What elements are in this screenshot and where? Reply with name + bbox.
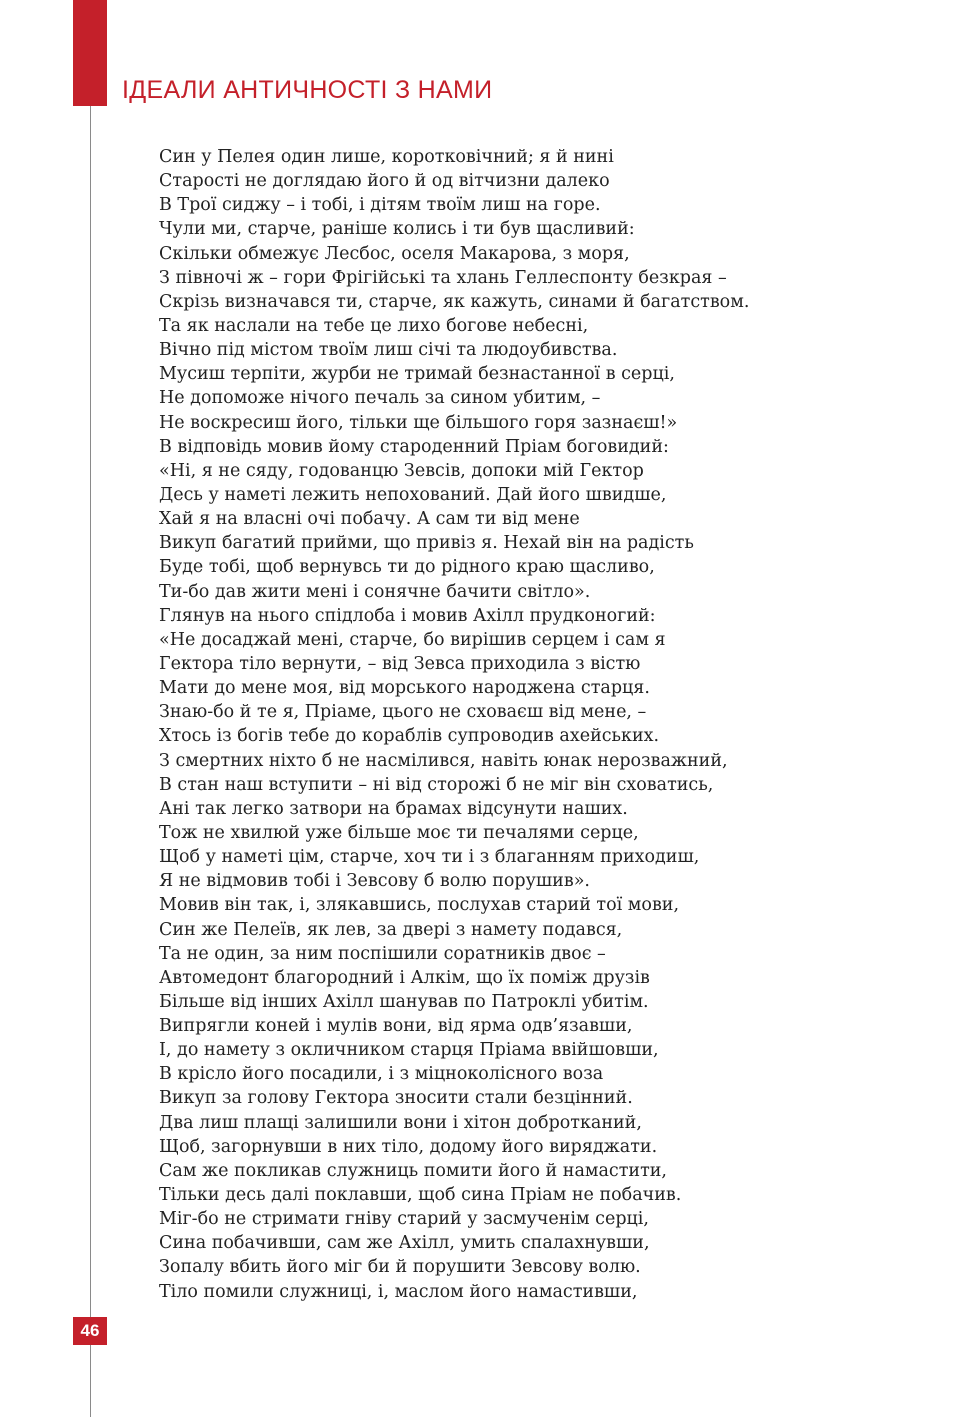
poem-line: Не воскресиш його, тільки ще більшого горя зазнаєш!» — [159, 412, 678, 433]
poem-line: Хтось із богів тебе до кораблів супроводив ахейських. — [159, 726, 660, 747]
poem-line: Чули ми, старче, раніше колись і ти був щасливий: — [159, 219, 635, 240]
poem-line: «Ні, я не сяду, годованцю Зевсів, допоки мій Гектор — [159, 460, 644, 481]
poem-line: Ані так легко затвори на брамах відсунути наших. — [159, 798, 628, 819]
poem-line: Мати до мене моя, від морського народжена старця. — [159, 678, 650, 699]
poem-line: Щоб, загорнувши в них тіло, додому його виряджати. — [159, 1136, 658, 1157]
poem-line: Викуп за голову Гектора зносити стали безцінний. — [159, 1088, 633, 1109]
poem-line: В відповідь мовив йому староденний Пріам боговидий: — [159, 436, 669, 457]
poem-line: Міг-бо не стримати гніву старий у засмученім серці, — [159, 1209, 649, 1230]
poem-line: Більше від інших Ахілл шанував по Патроклі убитім. — [159, 991, 649, 1012]
poem-line: Хай я на власні очі побачу. А сам ти від мене — [159, 509, 580, 530]
header-accent-bar — [73, 0, 107, 106]
poem-line: І, до намету з окличником старця Пріама ввійшовши, — [159, 1040, 659, 1061]
poem-line: Син у Пелея один лише, коротковічний; я й нині — [159, 147, 614, 167]
poem-line: Скрізь визначався ти, старче, як кажуть, синами й багатством. — [159, 291, 750, 312]
poem-line: Старості не доглядаю його й од вітчизни далеко — [159, 171, 610, 192]
poem-line: Мусиш терпіти, журби не тримай безнастанної в серці, — [159, 364, 675, 385]
margin-rule — [90, 106, 91, 1417]
section-title: ІДЕАЛИ АНТИЧНОСТІ З НАМИ — [122, 76, 493, 104]
poem-line: Два лиш плащі залишили вони і хітон добротканий, — [159, 1112, 642, 1133]
poem-line: Мовив він так, і, злякавшись, послухав старий тої мови, — [159, 895, 680, 916]
poem-line: Не допоможе нічого печаль за сином убитим, – — [159, 388, 601, 409]
poem-line: Скільки обмежує Лесбос, оселя Макарова, з моря, — [159, 243, 630, 264]
poem-line: Автомедонт благородний і Алкім, що їх поміж друзів — [159, 967, 650, 988]
poem-line: Та не один, за ним поспішили соратників двоє – — [159, 943, 606, 964]
poem-line: Десь у наметі лежить непохований. Дай його швидше, — [159, 484, 667, 505]
poem-line: «Не досаджай мені, старче, бо вирішив серцем і сам я — [159, 629, 666, 650]
poem-line: Гектора тіло вернути, – від Зевса приходила з вістю — [159, 653, 641, 674]
poem-line: В крісло його посадили, і з міцноколісного воза — [159, 1064, 604, 1085]
poem-line: Вічно під містом твоїм лиш січі та людоубивства. — [159, 340, 618, 361]
poem-line: Ти-бо дав жити мені і сонячне бачити світло». — [159, 581, 591, 602]
poem-line: Тіло помили служниці, і, маслом його намастивши, — [159, 1281, 638, 1302]
poem-text — [159, 145, 749, 1304]
poem-line: Тож не хвилюй уже більше моє ти печалями серце, — [159, 822, 639, 843]
poem-line: Глянув на нього спідлоба і мовив Ахілл прудконогий: — [159, 605, 656, 626]
poem-line: Викуп багатий прийми, що привіз я. Нехай він на радість — [159, 533, 694, 554]
poem-line: Та як наслали на тебе це лихо богове небесні, — [159, 315, 589, 336]
poem-line: Зопалу вбить його міг би й порушити Зевсову волю. — [159, 1257, 641, 1278]
poem-line: З півночі ж – гори Фрігійські та хлань Геллеспонту безкрая – — [159, 267, 727, 288]
poem-line: Знаю-бо й те я, Пріаме, цього не сховаєш від мене, – — [159, 702, 647, 723]
poem-line: Буде тобі, щоб вернувсь ти до рідного краю щасливо, — [159, 557, 655, 578]
poem-line: В Трої сиджу – і тобі, і дітям твоїм лиш на горе. — [159, 195, 601, 216]
poem-line: Випрягли коней і мулів вони, від ярма одв’язавши, — [159, 1016, 633, 1037]
poem-line: Тільки десь далі поклавши, щоб сина Пріам не побачив. — [159, 1185, 682, 1206]
poem-line: Сам же покликав служниць помити його й намастити, — [159, 1160, 667, 1181]
poem-line: З смертних ніхто б не насмілився, навіть юнак нерозважний, — [159, 750, 728, 771]
poem-line: Син же Пелеїв, як лев, за двері з намету подався, — [159, 919, 623, 940]
poem-line: Сина побачивши, сам же Ахілл, умить спалахнувши, — [159, 1233, 650, 1254]
poem-line: Щоб у наметі цім, старче, хоч ти і з благанням приходиш, — [159, 847, 700, 868]
poem-line: В стан наш вступити – ні від сторожі б не міг він сховатись, — [159, 774, 714, 795]
poem-line: Я не відмовив тобі і Зевсову б волю порушив». — [159, 871, 590, 892]
page-number: 46 — [73, 1317, 107, 1345]
